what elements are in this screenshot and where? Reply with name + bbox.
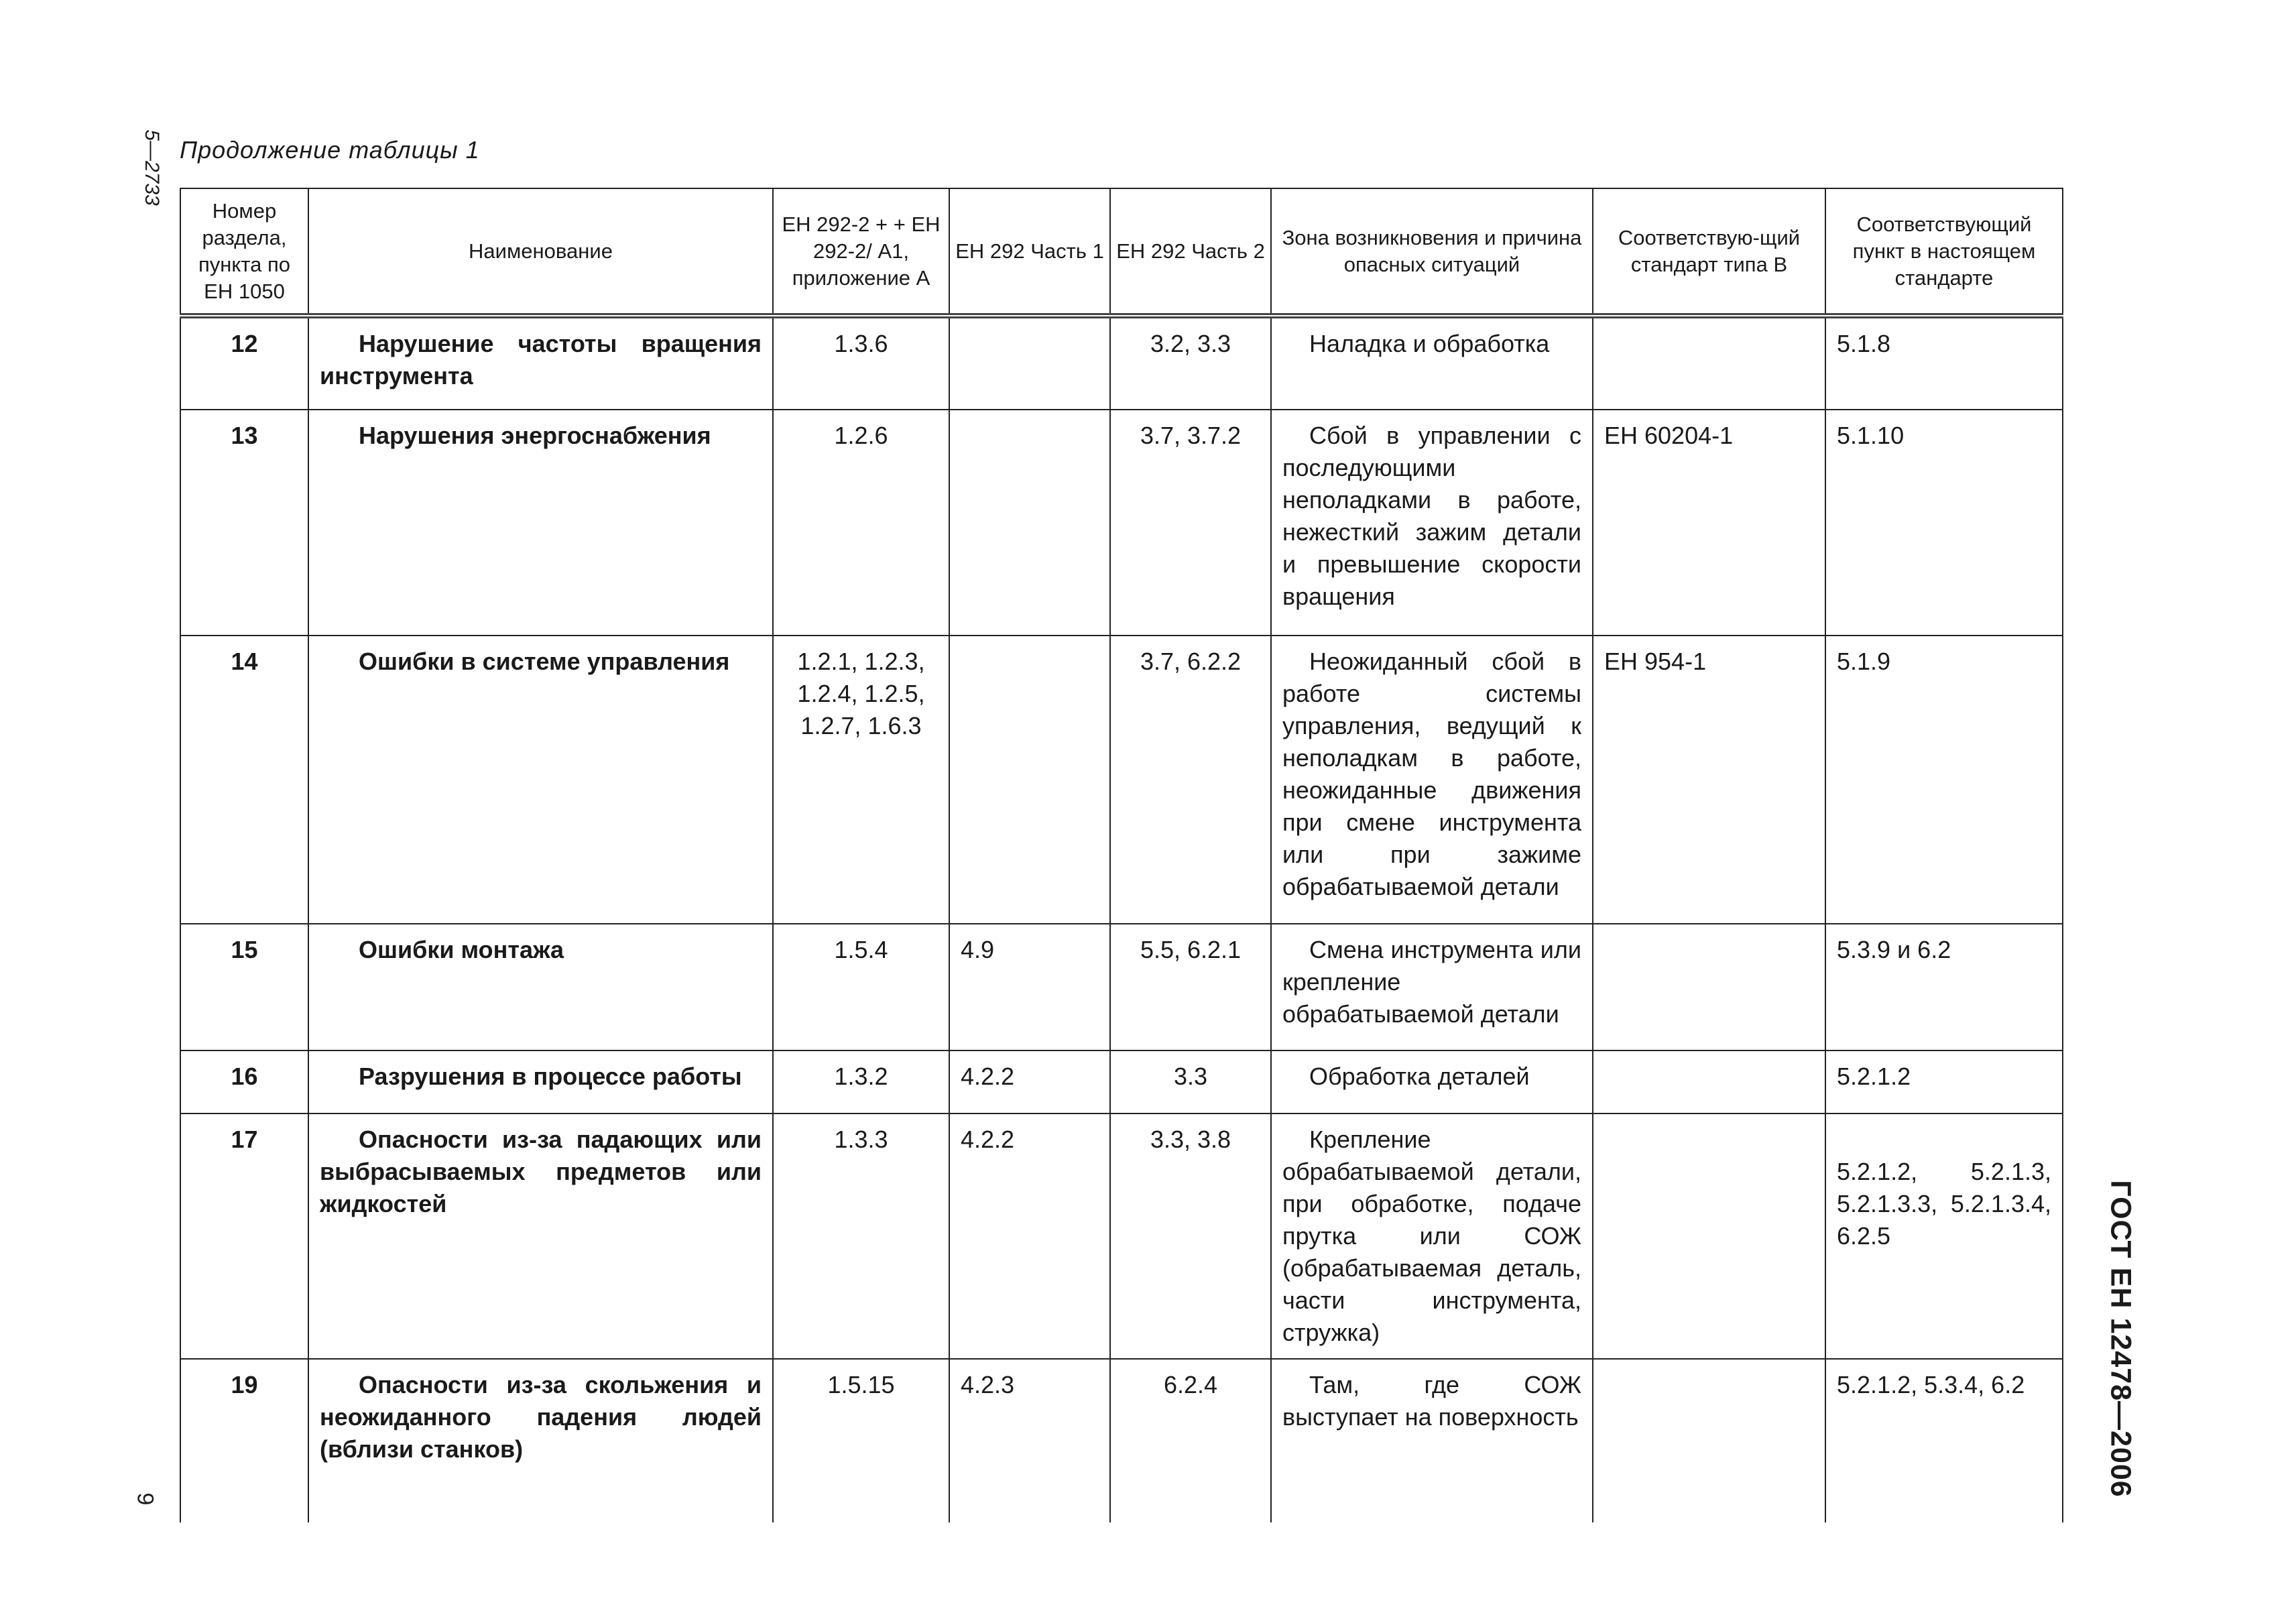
row-clause: 5.2.1.2 xyxy=(1825,1050,2063,1114)
row-en292-2: 1.3.2 xyxy=(773,1050,949,1114)
margin-code: 5—2733 xyxy=(141,129,163,206)
row-part1: 4.9 xyxy=(949,924,1110,1050)
row-number: 17 xyxy=(180,1114,308,1359)
row-name: Нарушения энергоснабжения xyxy=(308,410,773,636)
table-caption: Продолжение таблицы 1 xyxy=(180,136,480,164)
row-type-b xyxy=(1593,1050,1825,1114)
row-part1: 4.2.2 xyxy=(949,1114,1110,1359)
header-en292-part1: ЕН 292 Часть 1 xyxy=(949,188,1110,316)
row-part2: 3.3, 3.8 xyxy=(1110,1114,1271,1359)
row-part2: 6.2.4 xyxy=(1110,1359,1271,1522)
header-hazard-zone: Зона возникновения и причина опасных ситуаций xyxy=(1271,188,1593,316)
header-en292-part2: ЕН 292 Часть 2 xyxy=(1110,188,1271,316)
page-number: 9 xyxy=(132,1492,158,1506)
header-clause: Соответствующий пункт в настоящем стандарте xyxy=(1825,188,2063,316)
row-name: Ошибки монтажа xyxy=(308,924,773,1050)
row-type-b: ЕН 954-1 xyxy=(1593,636,1825,924)
row-en292-2: 1.5.15 xyxy=(773,1359,949,1522)
row-clause: 5.2.1.2, 5.2.1.3, 5.2.1.3.3, 5.2.1.3.4, 6.2.5 xyxy=(1837,1158,2051,1250)
row-en292-2: 1.5.4 xyxy=(773,924,949,1050)
row-zone: Сбой в управлении с последующими неполадками в работе, нежесткий зажим детали и превышение скорости вращения xyxy=(1271,410,1593,636)
row-type-b xyxy=(1593,1114,1825,1359)
document-code: ГОСТ ЕН 12478—2006 xyxy=(2104,1180,2137,1498)
row-name: Разрушения в процессе работы xyxy=(308,1050,773,1114)
table-row xyxy=(180,636,2063,924)
row-part2: 3.2, 3.3 xyxy=(1110,316,1271,410)
table-row xyxy=(180,1050,2063,1114)
row-part2: 3.3 xyxy=(1110,1050,1271,1114)
row-zone: Там, где СОЖ выступает на поверхность xyxy=(1271,1359,1593,1522)
row-number: 16 xyxy=(180,1050,308,1114)
row-name: Нарушение частоты вращения инструмента xyxy=(308,316,773,410)
row-number: 14 xyxy=(180,636,308,924)
row-clause: 5.1.8 xyxy=(1825,316,2063,410)
row-zone: Смена инструмента или крепление обрабатываемой детали xyxy=(1271,924,1593,1050)
header-section-number: Номер раздела, пункта по ЕН 1050 xyxy=(180,188,308,316)
row-clause-cell xyxy=(1825,1114,2063,1359)
row-part1 xyxy=(949,636,1110,924)
row-part1: 4.2.2 xyxy=(949,1050,1110,1114)
row-part1 xyxy=(949,410,1110,636)
row-type-b: ЕН 60204-1 xyxy=(1593,410,1825,636)
row-number: 12 xyxy=(180,316,308,410)
row-name: Опасности из-за скольжения и неожиданного падения людей (вблизи станков) xyxy=(308,1359,773,1522)
row-part2: 5.5, 6.2.1 xyxy=(1110,924,1271,1050)
table-row xyxy=(180,1359,2063,1522)
row-number: 15 xyxy=(180,924,308,1050)
row-zone: Обработка деталей xyxy=(1271,1050,1593,1114)
row-zone: Наладка и обработка xyxy=(1271,316,1593,410)
row-part1 xyxy=(949,316,1110,410)
header-en292-2-annex: ЕН 292-2 + + ЕН 292-2/ А1, приложение А xyxy=(773,188,949,316)
row-zone: Неожиданный сбой в работе системы управления, ведущий к неполадкам в работе, неожиданные движения при смене инструмента или при зажиме обрабатываемой детали xyxy=(1271,636,1593,924)
row-type-b xyxy=(1593,1359,1825,1522)
header-name: Наименование xyxy=(308,188,773,316)
row-part2: 3.7, 3.7.2 xyxy=(1110,410,1271,636)
row-name: Ошибки в системе управления xyxy=(308,636,773,924)
row-clause: 5.2.1.2, 5.3.4, 6.2 xyxy=(1825,1359,2063,1522)
row-clause: 5.3.9 и 6.2 xyxy=(1825,924,2063,1050)
row-number: 13 xyxy=(180,410,308,636)
row-clause: 5.1.10 xyxy=(1825,410,2063,636)
table-row xyxy=(180,924,2063,1050)
row-part1: 4.2.3 xyxy=(949,1359,1110,1522)
row-en292-2: 1.3.3 xyxy=(773,1114,949,1359)
row-en292-2: 1.2.6 xyxy=(773,410,949,636)
row-zone: Крепление обрабатываемой детали, при обработке, подаче прутка или СОЖ (обрабатываемая деталь, части инструмента, стружка) xyxy=(1271,1114,1593,1359)
table-row xyxy=(180,410,2063,636)
table-header-row xyxy=(180,188,2063,316)
row-number: 19 xyxy=(180,1359,308,1522)
clause-spacer xyxy=(1837,1124,2051,1156)
row-type-b xyxy=(1593,924,1825,1050)
row-en292-2: 1.2.1, 1.2.3, 1.2.4, 1.2.5, 1.2.7, 1.6.3 xyxy=(773,636,949,924)
header-type-b-standard: Соответствую-щий стандарт типа В xyxy=(1593,188,1825,316)
row-part2: 3.7, 6.2.2 xyxy=(1110,636,1271,924)
standards-table xyxy=(180,188,2063,1522)
table-row xyxy=(180,316,2063,410)
row-name: Опасности из-за падающих или выбрасываемых предметов или жидкостей xyxy=(308,1114,773,1359)
row-clause: 5.1.9 xyxy=(1825,636,2063,924)
table-row xyxy=(180,1114,2063,1359)
row-en292-2: 1.3.6 xyxy=(773,316,949,410)
row-type-b xyxy=(1593,316,1825,410)
